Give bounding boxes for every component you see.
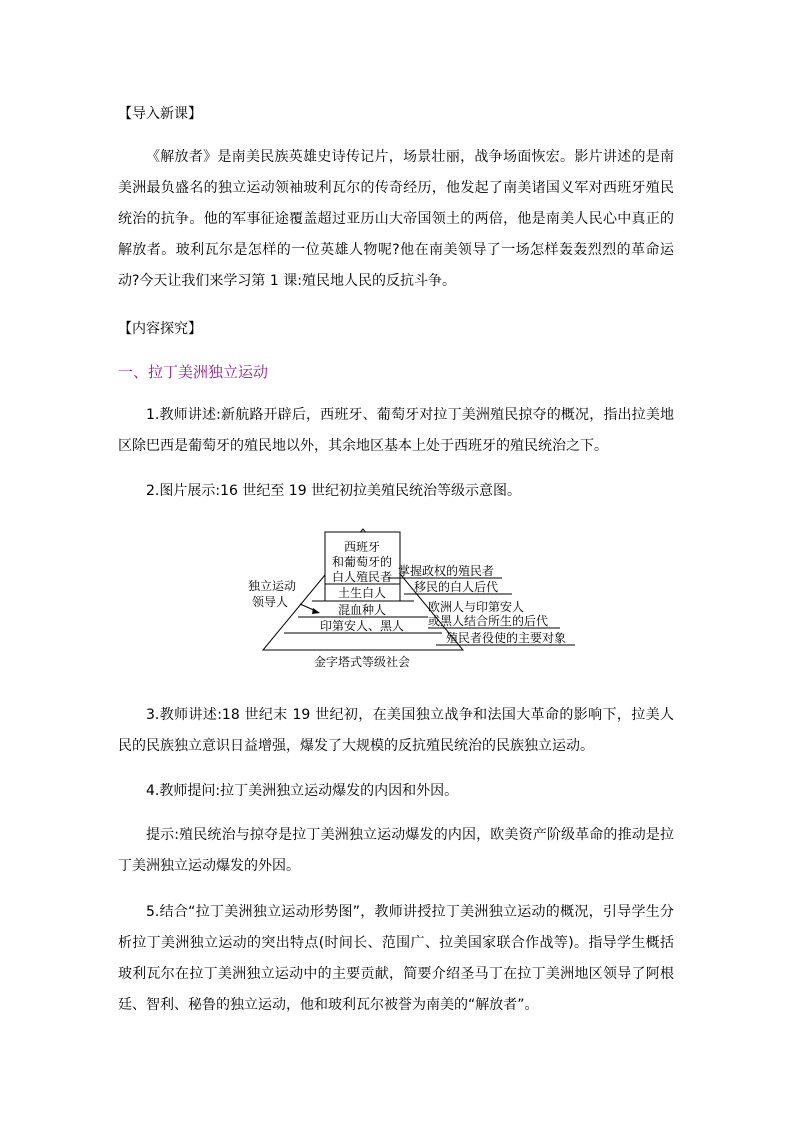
- paragraph-6: 5.结合“拉丁美洲独立运动形势图”，教师讲授拉丁美洲独立运动的概况，引导学生分析拉丁美洲独立运动的突出特点(时间长、范围广、拉美国家联合作战等)。指导学生概括玻利瓦尔在拉丁美洲独立运动中的主要贡献，简要介绍圣马丁在拉丁美洲地区领导了阿根廷、智利、秘鲁的独立运动，他和玻利瓦尔被誉为南美的“解放者”。: [118, 904, 674, 1013]
- paragraph-4: 4.教师提问:拉丁美洲独立运动爆发的内因和外因。: [146, 783, 459, 799]
- left-label-line1: 独立运动: [248, 579, 297, 593]
- tier1-line1: 西班牙: [343, 540, 381, 554]
- explore-heading: 【内容探究】: [118, 321, 202, 337]
- tier3-label: 混血种人: [337, 603, 387, 617]
- tier1-line3: 白人殖民者: [331, 570, 393, 584]
- paragraph-5: 提示:殖民统治与掠夺是拉丁美洲独立运动爆发的内因，欧美资产阶级革命的推动是拉丁美洲独立运动爆发的外因。: [118, 827, 674, 874]
- right-label-3-line1: 欧洲人与印第安人: [428, 600, 525, 614]
- right-label-3-line2: 或黑人结合所生的后代: [428, 614, 549, 628]
- right-label-1: 掌握政权的殖民者: [398, 564, 495, 578]
- tier4-label: 印第安人、黑人: [319, 619, 405, 633]
- paragraph-1: 1.教师讲述:新航路开辟后，西班牙、葡萄牙对拉丁美洲殖民掠夺的概况，指出拉美地区除巴西是葡萄牙的殖民地以外，其余地区基本上处于西班牙的殖民统治之下。: [118, 407, 674, 454]
- leader-arrow-head: [312, 608, 320, 614]
- right-label-4: 殖民者役使的主要对象: [446, 631, 567, 645]
- tier1-line2: 和葡萄牙的: [331, 555, 393, 569]
- paragraph-3: 3.教师讲述:18 世纪末 19 世纪初，在美国独立战争和法国大革命的影响下，拉美人民的民族独立意识日益增强，爆发了大规模的反抗殖民统治的民族独立运动。: [118, 707, 674, 754]
- intro-heading: 【导入新课】: [118, 106, 202, 122]
- right-label-2: 移民的白人后代: [414, 580, 499, 594]
- intro-paragraph: 《解放者》是南美民族英雄史诗传记片，场景壮丽，战争场面恢宏。影片讲述的是南美洲最负盛名的独立运动领袖玻利瓦尔的传奇经历，他发起了南美诸国义军对西班牙殖民统治的抗争。他的军事征途覆盖超过亚历山大帝国领土的两倍，他是南美人民心中真正的解放者。玻利瓦尔是怎样的一位英雄人物呢?他在南美领导了一场怎样轰轰烈烈的革命运动?今天让我们来学习第 1 课:殖民地人民的反抗斗争。: [118, 149, 674, 289]
- colonial-hierarchy-pyramid: [240, 520, 580, 676]
- left-label-line2: 领导人: [252, 595, 289, 609]
- paragraph-2: 2.图片展示:16 世纪至 19 世纪初拉美殖民统治等级示意图。: [146, 483, 522, 499]
- pyramid-caption: 金字塔式等级社会: [313, 655, 411, 669]
- section1-title: 一、拉丁美洲独立运动: [118, 363, 269, 381]
- tier2-label: 土生白人: [337, 586, 387, 600]
